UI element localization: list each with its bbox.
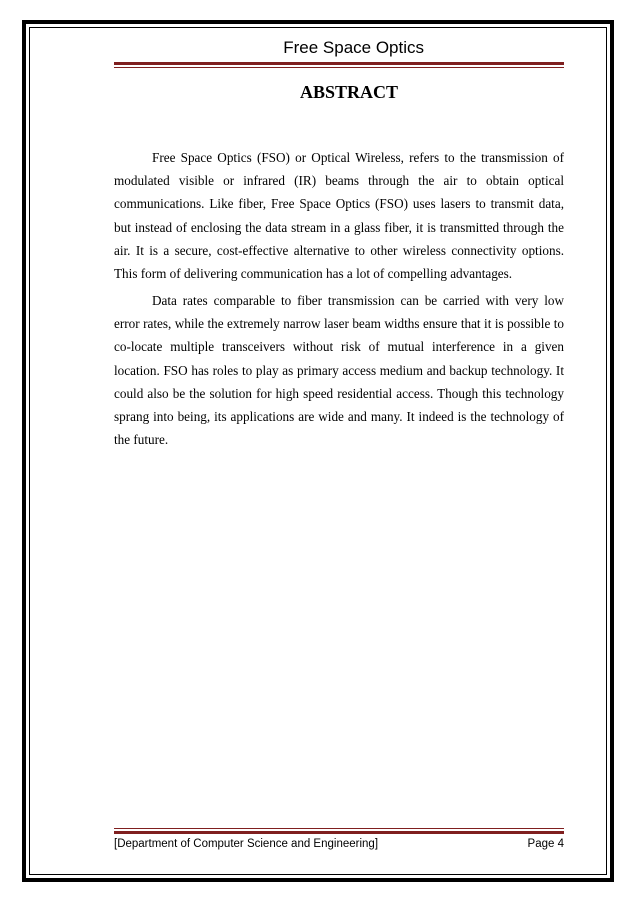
page-footer [114,838,564,850]
abstract-paragraph-2: Data rates comparable to fiber transmission can be carried with very low error rates, while the extremely narrow laser beam widths ensure that it is possible to co-locate multiple transceivers without risk of mutual interference in a given location. FSO has roles to play as primary access medium and backup technology. It could also be the solution for high speed residential access. Though this technology sprang into being, its applications are wide and many. It indeed is the technology of the future. [114,293,564,448]
header-rule-thin [114,67,564,68]
abstract-paragraph-1: Free Space Optics (FSO) or Optical Wireless, refers to the transmission of modulated visible or infrared (IR) beams through the air to obtain optical communications. Like fiber, Free Space Optics (FSO) uses lasers to transmit data, but instead of enclosing the data stream in a glass fiber, it is transmitted through the air. It is a secure, cost-effective alternative to other wireless connectivity options. This form of delivering communication has a lot of compelling advantages. [114,150,564,282]
abstract-heading: ABSTRACT [299,82,399,102]
running-header-title: Free Space Optics [283,38,424,57]
footer-page-number: Page 4 [527,838,564,850]
footer-rule-thin [114,828,564,829]
footer-department: [Department of Computer Science and Engineering] [114,838,379,850]
footer-rule-thick [114,831,564,834]
header-rule-thick [114,62,564,65]
